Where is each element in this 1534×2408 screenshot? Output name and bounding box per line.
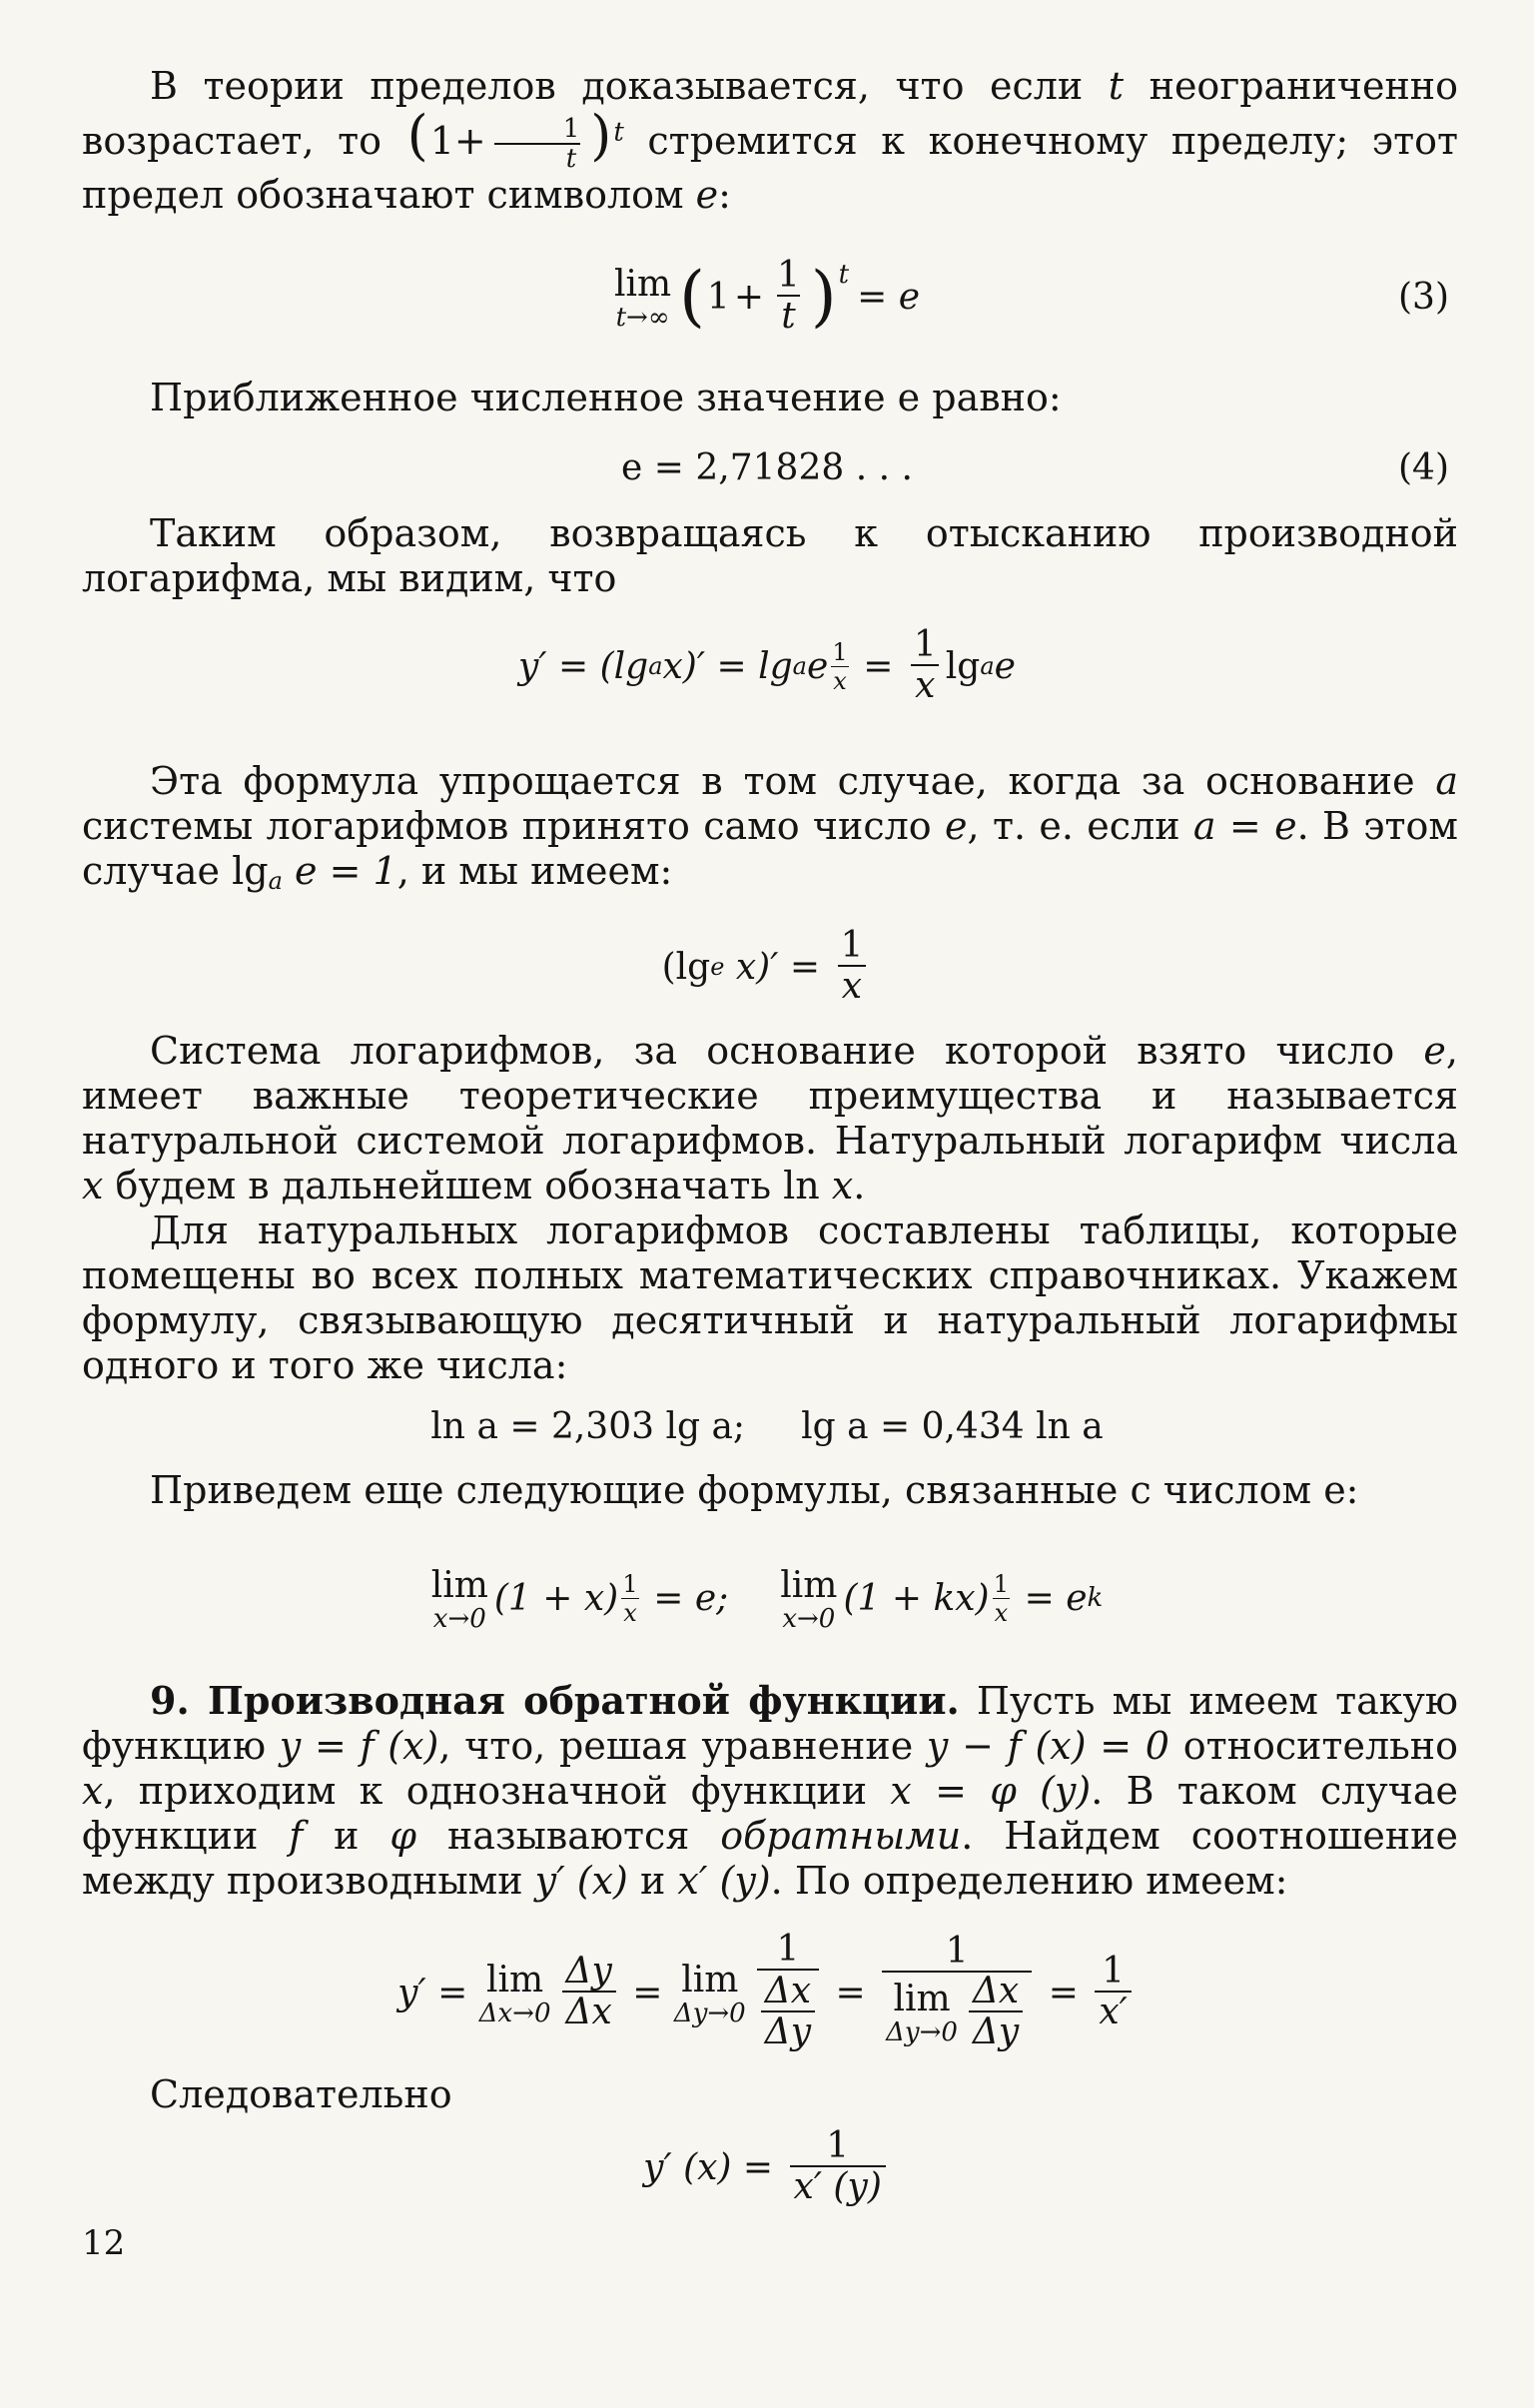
fraction (491, 113, 584, 174)
base: (1 + kx) (843, 1577, 990, 1619)
paragraph-e-value: Приближенное численное значение e равно: (150, 376, 1062, 419)
one: 1 (429, 119, 454, 163)
lhs: y′ (x) = (643, 2146, 785, 2188)
lhs: (lg (661, 946, 711, 988)
fraction: $\frac{1}{x' (y)}$ (790, 2127, 886, 2206)
equation-final (0, 2117, 1534, 2217)
paragraph-tables: Для натуральных логарифмов составлены таблицы, которые помещены во всех полных математических справочниках. Укажем формулу, связывающую десятичный и натуральный логарифмы одного и того же числа: (82, 1208, 1458, 1387)
fraction: $\frac{1}{x'}$ (1095, 1953, 1131, 2031)
exponent-fraction: $\frac{1}{x}$ (622, 1569, 638, 1627)
equation-ln-derivative: (lg e x)′ = $\frac{1}{x}$ (0, 919, 1534, 1015)
limit: lim Δx→0 (478, 1959, 551, 2028)
limit: lim Δy→0 (673, 1959, 746, 2028)
exponent: t (613, 117, 624, 148)
lim-subscript: t→∞ (615, 302, 670, 333)
section-heading: 9. Производная обратной функции. (150, 1678, 960, 1723)
lim-word: lim (613, 263, 672, 305)
limit: lim x→0 (430, 1564, 488, 1634)
text: неограниченно возрастает, то (82, 64, 1459, 163)
rhs: = e (857, 276, 921, 318)
paragraph-consequently: Следовательно (150, 2072, 452, 2116)
var-e: e (695, 173, 719, 218)
fraction (773, 257, 804, 336)
limit (614, 264, 671, 331)
e-value: e = 2,71828 . . . (621, 446, 913, 488)
page-number: 12 (82, 2223, 126, 2263)
denominator: t (777, 295, 799, 337)
paragraph-natural-system: Система логарифмов, за основание которой взято число e, имеет важные теоретические преимущества и называется натуральной системой логарифмов. Натуральный логарифм числа x будем в дальнейшем обозначать ln x. (82, 1029, 1458, 1207)
numerator: 1 (562, 113, 580, 144)
lg-to-ln: lg a = 0,434 ln a (801, 1405, 1104, 1447)
limit: lim x→0 (780, 1564, 838, 1634)
base: (1 + x) (493, 1577, 619, 1619)
middle: x)′ = lg (662, 645, 793, 687)
numerator: 1 (776, 255, 800, 297)
var-t: t (565, 143, 577, 174)
paragraph-log-derivative: Таким образом, возвращаясь к отысканию производной логарифма, мы видим, что (82, 511, 1458, 600)
exponent-fraction: $\frac{1}{x}$ (832, 637, 848, 695)
equation-e-limits: lim x→0 (1 + x) $\frac{1}{x}$ = e; lim x→0 (1 + kx) $\frac{1}{x}$ = e k (430, 1564, 1104, 1634)
limit-fraction: 1 lim Δy→0 $\frac{\Delta x}{\Delta y}$ (882, 1933, 1032, 2051)
equation-inverse-derivative: y′ = lim Δx→0 $\frac{\Delta y}{\Delta x}$ = lim Δy→0 $\frac{1}{\frac{\Delta x}{\Delta y}}$ = 1 lim Δy→0 $\frac{\Delta x}{\Delta y}$ = $\frac{1}{x'}$ (0, 1923, 1534, 2062)
equation-number: (3) (1398, 276, 1449, 318)
denominator (494, 143, 580, 174)
lhs: y′ = (397, 1972, 479, 2013)
text: стремится к конечному пределу; этот предел обозначают символом (82, 119, 1458, 218)
equation-log-derivative: y′ = (lg a x)′ = lg a e $\frac{1}{x}$ = $\frac{1}{x}$ lg a e (518, 624, 1016, 707)
fraction: $\frac{\Delta y}{\Delta x}$ (562, 1953, 616, 2031)
paragraph-inverse-function: 9. Производная обратной функции. Пусть мы имеем такую функцию y = f (x), что, решая уравнение y − f (x) = 0 относительно x, приходим к однозначной функции x = φ (y). В таком случае функции f и φ называются обратными. Найдем соотношение между производными y′ (x) и x′ (y). По определению имеем: (82, 1678, 1458, 1903)
paragraph-natural-base: Эта формула упрощается в том случае, когда за основание a системы логарифмов принято само число e, т. е. если a = e. В этом случае lga e = 1, и мы имеем: (82, 759, 1458, 895)
ln-to-lg: ln a = 2,303 lg a; (430, 1405, 746, 1447)
one: 1 (706, 276, 730, 318)
var-t: t (1108, 64, 1125, 108)
equation-number: (4) (1398, 446, 1449, 488)
equation-4 (0, 439, 1534, 495)
compound-fraction: $\frac{1}{\frac{\Delta x}{\Delta y}}$ (757, 1931, 819, 2053)
exponent-fraction: $\frac{1}{x}$ (993, 1569, 1010, 1627)
var-e: e (806, 645, 829, 687)
paragraph-limit-intro: В теории пределов доказывается, что если t неограниченно возрастает, то (1+ $\frac{1}{t}$ )$^t$ стремится к конечному пределу; этот предел обозначают символом e: (82, 64, 1459, 218)
rhs: = e (1013, 1577, 1088, 1619)
plus: + (733, 276, 764, 318)
exponent: t (838, 260, 850, 290)
open-paren: ( (679, 258, 705, 335)
rhs: = e; (641, 1577, 729, 1619)
equation-log-conversion (0, 1398, 1534, 1454)
text: В теории пределов доказывается, что если (150, 64, 1109, 108)
lhs: y′ = (lg (518, 645, 649, 687)
paragraph-more-formulas: Приведем еще следующие формулы, связанные с числом e: (150, 1468, 1359, 1512)
close-paren: ) (810, 258, 837, 335)
fraction: $\frac{1}{x}$ (910, 626, 941, 705)
equals: = (851, 645, 905, 687)
plus: + (453, 119, 486, 163)
inline-formula: (1+ $\frac{1}{t}$ )$^t$ (406, 104, 624, 174)
tail: lg (945, 645, 981, 687)
equation-3 (0, 252, 1534, 342)
middle: x)′ = (724, 946, 832, 988)
fraction: $\frac{1}{x}$ (836, 927, 867, 1006)
